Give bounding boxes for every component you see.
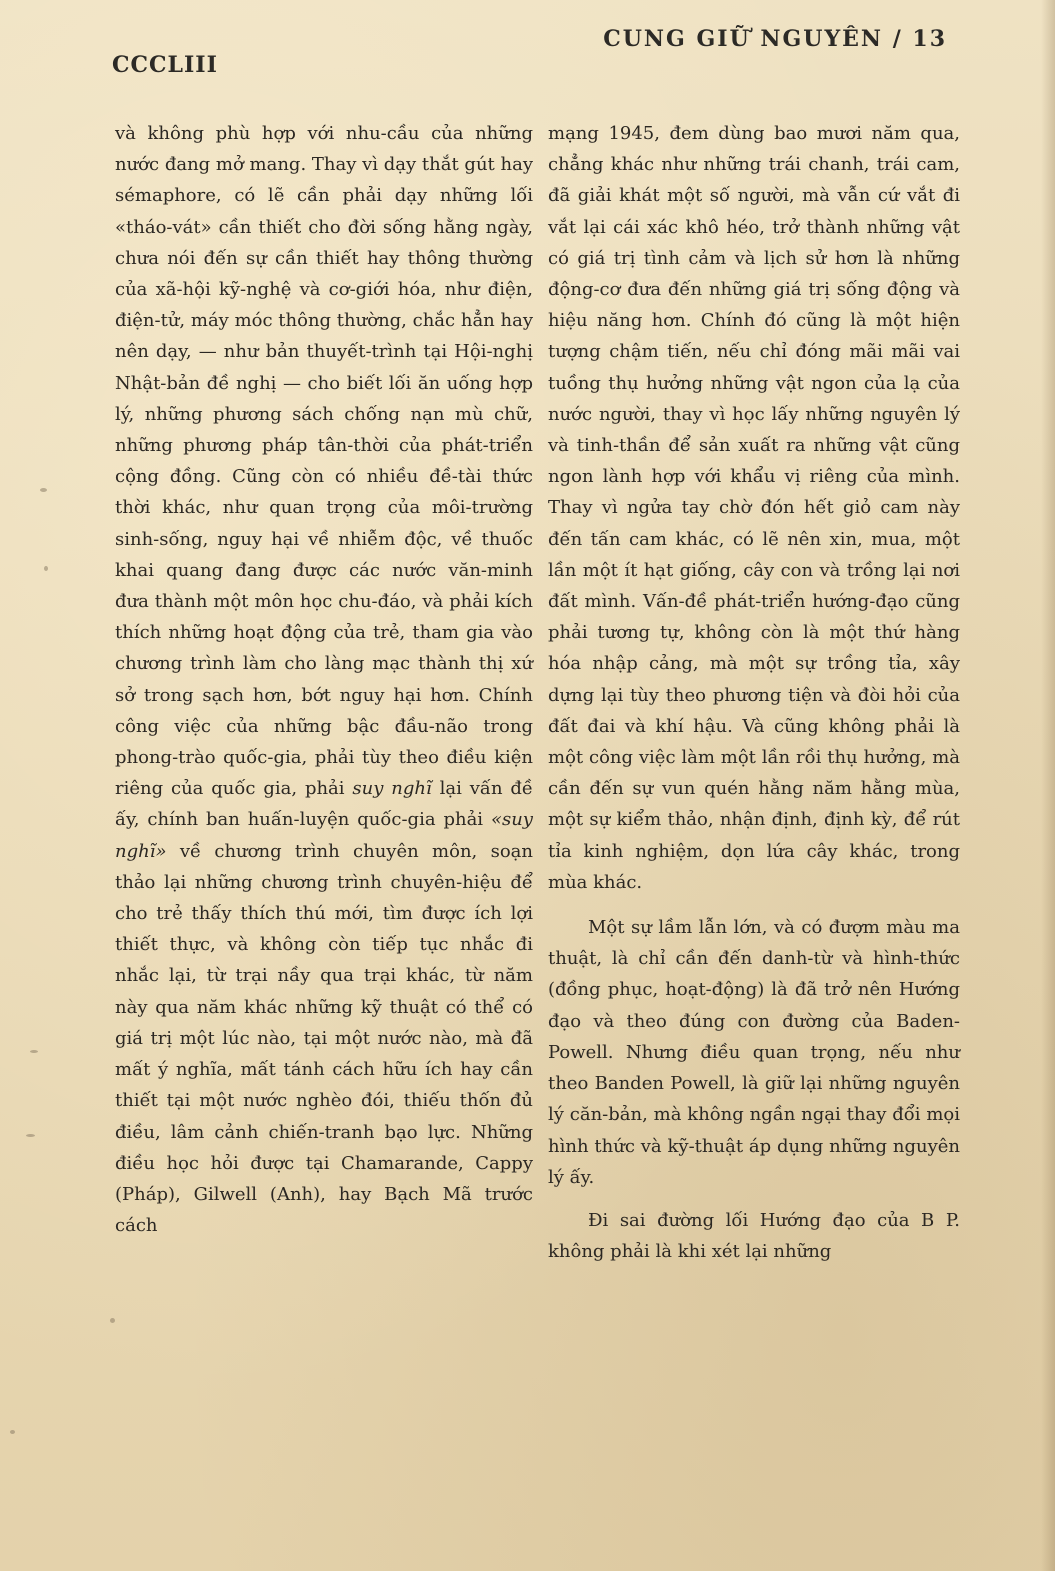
left-emphasis-1: suy nghĩ — [352, 778, 432, 800]
paper-speck — [40, 488, 47, 492]
paper-speck — [44, 566, 48, 571]
paper-speck — [10, 1430, 15, 1434]
right-column — [548, 118, 960, 1267]
paper-speck — [30, 1050, 38, 1053]
right-paragraph-3: Đi sai đường lối Hướng đạo của B P. không phải là khi xét lại những — [548, 1209, 960, 1263]
page-edge-shadow — [1041, 0, 1055, 1571]
running-title: CUNG GIỮ NGUYÊN / 13 — [603, 26, 947, 52]
left-text-part-2: lại vấn đề ấy, chính ban huấn-luyện quốc-gia phải — [115, 778, 534, 831]
right-paragraph-1: mạng 1945, đem dùng bao mươi năm qua, chẳng khác như những trái chanh, trái cam, đã giải khát một số người, mà vẫn cứ vắt đi vắt lại cái xác khô héo, trở thành những vật có giá trị tình cảm và lịch sử hơn là những động-cơ đưa đến những giá trị sống động và hiệu năng hơn. Chính đó cũng là một hiện tượng chậm tiến, nếu chỉ đóng mãi mãi vai tuồng thụ hưởng những vật ngon của lạ của nước người, thay vì học lấy những nguyên lý và tinh-thần để sản xuất ra những vật cũng ngon lành hợp với khẩu vị riêng của mình. Thay vì ngửa tay chờ đón hết giỏ cam này đến tấn cam khác, có lẽ nên xin, mua, một lần một ít hạt giống, cây con và trồng lại nơi đất mình. Vấn-đề phát-triển hướng-đạo cũng phải tương tự, không còn là một thứ hàng hóa nhập cảng, mà một sự trồng tỉa, xây dựng lại tùy theo phương tiện và đòi hỏi của đất đai và khí hậu. Và cũng không phải là một công việc làm một lần rồi thụ hưởng, mà cần đến sự vun quén hằng năm hằng mùa, một sự kiểm thảo, nhận định, định kỳ, để rút tỉa kinh nghiệm, dọn lứa cây khác, trong mùa khác. — [548, 123, 960, 893]
left-paragraph-1 — [115, 118, 533, 1241]
left-column — [115, 118, 533, 1241]
folio-number: CCCLIII — [112, 52, 218, 78]
left-text-part-1: và không phù hợp với nhu-cầu của những nước đang mở mang. Thay vì dạy thắt gút hay sémaphore, có lẽ cần phải dạy những lối «tháo-vát» cần thiết cho đời sống hằng ngày, chưa nói đến sự cần thiết hay thông thường của xã-hội kỹ-nghệ và cơ-giới hóa, như điện, điện-tử, máy móc thông thường, chắc hẳn hay nên dạy, — như bản thuyết-trình tại Hội-nghị Nhật-bản đề nghị — cho biết lối ăn uống hợp lý, những phương sách chống nạn mù chữ, những phương pháp tân-thời của phát-triển cộng đồng. Cũng còn có nhiều đề-tài thức thời khác, như quan trọng của môi-trường sinh-sống, nguy hại về nhiễm độc, về thuốc khai quang đang được các nước văn-minh đưa thành một môn học chu-đáo, và phải kích thích những hoạt động của trẻ, tham gia vào chương trình làm cho làng mạc thành thị xứ sở trong sạch hơn, bớt nguy hại hơn. Chính công việc của những bậc đầu-não trong phong-trào quốc-gia, phải tùy theo điều kiện riêng của quốc gia, phải — [115, 123, 533, 800]
paper-speck — [26, 1134, 35, 1137]
paper-speck — [110, 1318, 115, 1323]
right-paragraph-2: Một sự lầm lẫn lớn, và có đượm màu ma thuật, là chỉ cần đến danh-từ và hình-thức (đồng phục, hoạt-động) là đã trở nên Hướng đạo và theo đúng con đường của Baden-Powell. Nhưng điều quan trọng, nếu như theo Banden Powell, là giữ lại những nguyên lý căn-bản, mà không ngần ngại thay đổi mọi hình thức và kỹ-thuật áp dụng những nguyên lý ấy. — [548, 917, 960, 1188]
left-text-part-3: về chương trình chuyên môn, soạn thảo lại những chương trình chuyên-hiệu để cho trẻ thấy thích thú mới, tìm được ích lợi thiết thực, và không còn tiếp tục nhắc đi nhắc lại, từ trại nầy qua trại khác, từ năm này qua năm khác những kỹ thuật có thể có giá trị một lúc nào, tại một nước nào, mà đã mất ý nghĩa, mất tánh cách hữu ích hay cần thiết tại một nước nghèo đói, thiếu thốn đủ điều, lâm cảnh chiến-tranh bạo lực. Những điều học hỏi được tại Chamarande, Cappy (Pháp), Gilwell (Anh), hay Bạch Mã trước cách — [115, 840, 533, 1237]
left-emphasis-2: «suy nghĩ» — [115, 809, 533, 862]
